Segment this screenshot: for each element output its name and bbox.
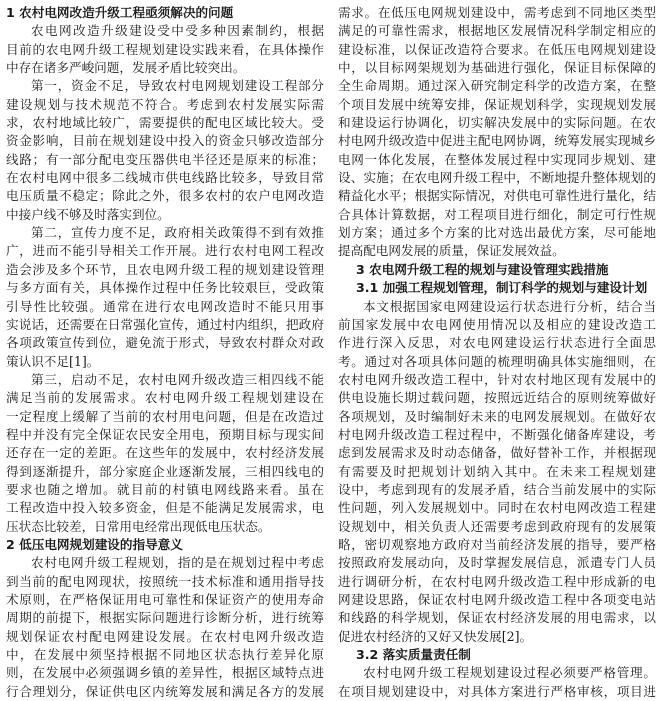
text-line: 设规划中，相关负责人还需要考虑到政府现有的发展策 <box>338 518 656 534</box>
text-line: 性问题，列入发展规划中。同时在农村电网改造工程建 <box>338 500 656 516</box>
right-column <box>338 4 656 699</box>
text-line: 有需要及时把规划计划纳入其中。在未来工程规划建 <box>338 463 656 479</box>
text-line: 满足当前的发展需求。农村电网升级工程规划建设在 <box>6 390 324 406</box>
text-line: 进行调研分析，在农村电网升级改造工程中形成新的电 <box>338 573 656 589</box>
text-line: 全生命周期。通过深入研究制定科学的改造方案，在整 <box>338 78 656 94</box>
subsection-heading: 3.2 落实质量责任制 <box>356 647 471 663</box>
text-line: 第二，宣传力度不足，政府相关政策得不到有效推 <box>31 225 324 241</box>
text-line: 策认识不足[1]。 <box>6 353 100 369</box>
text-line: 在项目规划建设中，对具体方案进行严格审核，项目进 <box>338 683 656 699</box>
text-line: 与多方面有关，具体操作过程中任务比较艰巨，受政策 <box>6 280 324 296</box>
text-line: 中存在诸多严峻问题，发展矛盾比较突出。 <box>6 60 246 76</box>
text-line: 设中，考虑到现有的发展矛盾，结合当前发展中的实际 <box>338 481 656 497</box>
text-line: 引导性比较强。通常在进行农电网改造时不能只用事 <box>6 298 324 314</box>
text-line: 第一，资金不足，导致农村电网规划建设工程部分 <box>31 78 324 94</box>
text-line: 线路；有一部分配电变压器供电半径还是原来的标准； <box>6 151 324 167</box>
text-line: 设、实施；在农电网升级工程中，不断地提升整体规划的 <box>338 170 656 186</box>
text-line: 求，农村地域比较广，需要提供的配电区域比较大。受 <box>6 115 324 131</box>
text-line: 第三，启动不足，农村电网升级改造三相四线不能 <box>31 371 324 387</box>
text-line: 周期的前提下，根据实际问题进行诊断分析，进行统筹 <box>6 610 324 626</box>
section-heading: 2 低压电网规划建设的指导意义 <box>6 536 183 552</box>
text-line: 到当前的配电网现状，按照统一技术标准和通用指导技 <box>6 573 324 589</box>
text-line: 考。通过对各项具体问题的梳理明确具体实施细则，在 <box>338 353 656 369</box>
text-line: 提高配电网发展的质量，保证发展效益。 <box>338 243 565 259</box>
text-line: 压状态比较差，日常用电经常出现低电压状态。 <box>6 518 271 534</box>
section-heading: 1 农村电网改造升级工程亟须解决的问题 <box>6 5 234 20</box>
text-line: 供电设施长期过载问题，按照远近结合的原则统筹做好 <box>338 390 656 406</box>
text-line: 略，密切观察地方政府对当前经济发展的指导，要严格 <box>338 536 656 552</box>
text-line: 农村电网升级工程规划建设过程必须要严格管理。 <box>363 665 656 681</box>
text-line: 虑到发展需求及时动态储备，做好替补工作，并根据现 <box>338 445 656 461</box>
text-line: 满足的可靠性需求，根据地区发展情况科学制定相应的 <box>338 23 656 39</box>
text-line: 行合理划分，保证供电区内统筹发展和满足各方的发展 <box>6 683 324 699</box>
text-line: 则，在发展中必须强调乡镇的差异性，根据区域特点进 <box>6 665 324 681</box>
section-heading: 3 农电网升级工程的规划与建设管理实践措施 <box>356 261 609 277</box>
text-line: 建设标准，以保证改造符合要求。在低压电网规划建设 <box>338 41 656 57</box>
text-line: 个项目发展中统筹安排，保证规划科学，实现规划发展 <box>338 96 656 112</box>
text-line: 电压质量不稳定；除此之外，很多农村的农户电网改造 <box>6 188 324 204</box>
text-line: 程中并没有完全保证农民安全用电，预期目标与现实间 <box>6 426 324 442</box>
text-line: 促进农村经济的又好又快发展[2]。 <box>338 628 533 644</box>
text-line: 规划保证农村配电网建设发展。在农村电网升级改造 <box>6 628 324 644</box>
text-line: 前国家发展中农电网使用情况以及相应的建设改造工 <box>338 316 656 332</box>
text-line: 和建设运行协调化，切实解决发展中的实际问题。在农 <box>338 115 656 131</box>
text-line: 实说话，还需要在日常强化宣传，通过村内组织，把政府 <box>6 316 324 332</box>
text-line: 在农村电网中很多二线城市供电线路比较多，导致目常 <box>6 170 324 186</box>
text-line: 村电网升级改造工程过程中，不断强化储备库建设，考 <box>338 426 656 442</box>
text-line: 各项规划，及时编制好未来的电网发展规划。在做好农 <box>338 408 656 424</box>
text-line: 按照政府发展动向，及时掌握发展信息，派遣专门人员 <box>338 555 656 571</box>
text-line: 合具体计算数据，对工程项目进行细化，制定可行性规 <box>338 206 656 222</box>
text-line: 还存在一定的差距。在这些年的发展中，农村经济发展 <box>6 445 324 461</box>
text-line: 划方案；通过多个方案的比对选出最优方案，尽可能地 <box>338 225 656 241</box>
text-line: 精益化水平；根据实际情况，对供电可靠性进行量化，结 <box>338 188 656 204</box>
text-line: 建设规划与技术规范不符合。考虑到农村发展实际需 <box>6 96 324 112</box>
text-line: 需求。在低压电网规划建设中，需考虑到不同地区类型 <box>338 5 656 20</box>
text-line: 造会涉及多个环节，且农电网升级工程的规划建设管理 <box>6 261 324 277</box>
text-line: 要求也随之增加。就目前的村镇电网线路来看。虽在 <box>6 481 324 497</box>
text-line: 村电网升级改造中促进主配电网协调，统筹发展实现城乡 <box>338 133 656 149</box>
text-line: 农村电网升级改造工程中，针对农村地区现有发展中的 <box>338 371 656 387</box>
text-line: 得到逐渐提升，部分家庭企业逐渐发展，三相四线电的 <box>6 463 324 479</box>
subsection-heading: 3.1 加强工程规划管理，制订科学的规划与建设计划 <box>356 280 648 296</box>
text-line: 中，以目标网架规划为基础进行强化，保证目标保障的 <box>338 60 656 76</box>
text-line: 中接户线不够及时落实到位。 <box>6 206 170 222</box>
text-line: 各项政策宣传到位，避免流于形式，导致农村群众对政 <box>6 335 324 351</box>
text-line: 中，在发展中须坚持根据不同地区状态执行差异化原 <box>6 647 324 663</box>
text-line: 电网一体化发展，在整体发展过程中实现同步规划、建 <box>338 151 656 167</box>
text-line: 一定程度上缓解了当前的农村用电问题，但是在改造过 <box>6 408 324 424</box>
text-line: 和线路的科学规划，保证农村经济发展的用电需求，以 <box>338 610 656 626</box>
text-line: 术原则，在严格保证用电可靠性和保证资产的使用寿命 <box>6 592 324 607</box>
text-line: 网建设思路，保证农村电网升级改造工程中各项变电站 <box>338 592 656 607</box>
text-line: 农村电网升级工程规划，指的是在规划过程中考虑 <box>31 555 324 571</box>
text-line: 广，进而不能引导相关工作开展。进行农村电网工程改 <box>6 243 324 259</box>
text-line: 农电网改造升级建设受中受多种因素制约，根据 <box>31 23 324 39</box>
text-line: 资金影响，目前在规划建设中投入的资金只够改造部分 <box>6 133 324 149</box>
text-line: 目前的农电网升级工程规划建设实践来看，在具体操作 <box>6 41 324 57</box>
text-line: 作进行深入反思，对农电网建设运行状态进行全面思 <box>338 335 656 351</box>
text-line: 本文根据国家电网建设运行状态进行分析，结合当 <box>363 298 656 314</box>
left-column <box>6 4 324 699</box>
text-line: 工程改造中投入较多资金，但是不能满足发展需求，电 <box>6 500 324 516</box>
